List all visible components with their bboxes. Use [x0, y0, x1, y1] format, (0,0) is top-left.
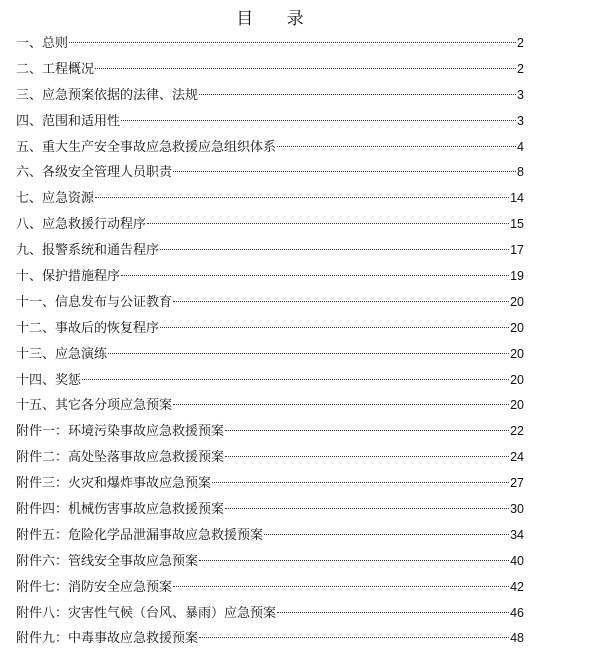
toc-entry[interactable] [16, 57, 524, 83]
toc-entry[interactable] [16, 575, 524, 601]
toc-entry-label: 六、各级安全管理人员职责 [16, 165, 173, 181]
toc-entry[interactable] [16, 135, 524, 161]
toc-entry[interactable] [16, 316, 524, 342]
toc-entry-page-number: 22 [510, 424, 524, 439]
toc-dot-leader [108, 353, 509, 354]
toc-entry-page-number: 8 [517, 165, 524, 180]
toc-entry-label: 十二、事故后的恢复程序 [16, 320, 160, 336]
toc-entry-page-number: 4 [517, 139, 524, 154]
toc-entry[interactable] [16, 523, 524, 549]
toc-dot-leader [277, 612, 509, 613]
toc-entry[interactable] [16, 160, 524, 186]
toc-dot-leader [212, 482, 509, 483]
toc-entry-label: 附件九：中毒事故应急救援预案 [16, 631, 199, 647]
toc-dot-leader [147, 223, 509, 224]
toc-dot-leader [173, 404, 509, 405]
toc-entry-page-number: 3 [517, 113, 524, 128]
toc-entry-page-number: 46 [510, 605, 524, 620]
toc-entry-page-number: 20 [510, 346, 524, 361]
toc-dot-leader [225, 508, 509, 509]
toc-entry-label: 附件六：管线安全事故应急预案 [16, 553, 199, 569]
toc-dot-leader [199, 637, 509, 638]
toc-entry-page-number: 27 [510, 476, 524, 491]
toc-dot-leader [95, 68, 516, 69]
toc-entry[interactable] [16, 601, 524, 627]
toc-entry-page-number: 20 [510, 398, 524, 413]
toc-entry-page-number: 20 [510, 372, 524, 387]
toc-dot-leader [264, 534, 509, 535]
toc-entry[interactable] [16, 445, 524, 471]
toc-dot-leader [225, 430, 509, 431]
toc-entry-page-number: 15 [510, 217, 524, 232]
toc-dot-leader [160, 249, 509, 250]
toc-entry-page-number: 20 [510, 320, 524, 335]
toc-entry[interactable] [16, 290, 524, 316]
toc-entry-page-number: 19 [510, 269, 524, 284]
toc-entry-label: 十、保护措施程序 [16, 269, 121, 285]
toc-entry-label: 附件七：消防安全应急预案 [16, 579, 173, 595]
toc-dot-leader [82, 379, 509, 380]
toc-title: 目 录 [236, 9, 318, 29]
toc-entry-label: 二、工程概况 [16, 61, 95, 77]
toc-dot-leader [225, 456, 509, 457]
toc-dot-leader [160, 327, 509, 328]
toc-entry[interactable] [16, 549, 524, 575]
toc-entry[interactable] [16, 109, 524, 135]
toc-entry[interactable] [16, 393, 524, 419]
toc-entry-label: 附件三：火灾和爆炸事故应急预案 [16, 476, 212, 492]
toc-entry[interactable] [16, 83, 524, 109]
toc-entry-label: 八、应急救援行动程序 [16, 217, 147, 233]
toc-entry-label: 五、重大生产安全事故应急救援应急组织体系 [16, 139, 277, 155]
toc-entry-page-number: 17 [510, 243, 524, 258]
toc-entry-label: 三、应急预案依据的法律、法规 [16, 87, 199, 103]
toc-entry-page-number: 14 [510, 191, 524, 206]
toc-dot-leader [277, 146, 516, 147]
toc-dot-leader [173, 301, 509, 302]
toc-entry[interactable] [16, 626, 524, 652]
toc-entry-label: 七、应急资源 [16, 191, 95, 207]
toc-entry-label: 十一、信息发布与公证教育 [16, 294, 173, 310]
toc-entry-label: 一、总则 [16, 36, 69, 51]
toc-entry-label: 附件一：环境污染事故应急救援预案 [16, 424, 225, 440]
toc-entry[interactable] [16, 471, 524, 497]
toc-entry-page-number: 2 [517, 36, 524, 50]
toc-entry-page-number: 2 [517, 61, 524, 76]
toc-entry-label: 九、报警系统和通告程序 [16, 243, 160, 259]
toc-dot-leader [173, 586, 509, 587]
toc-entry[interactable] [16, 238, 524, 264]
toc-entry-label: 十四、奖惩 [16, 372, 82, 388]
toc-entry-label: 十三、应急演练 [16, 346, 108, 362]
toc-entry[interactable] [16, 31, 524, 57]
toc-entry[interactable] [16, 264, 524, 290]
toc-entry-page-number: 30 [510, 502, 524, 517]
toc-entry-page-number: 40 [510, 553, 524, 568]
toc-dot-leader [199, 560, 509, 561]
toc-entry[interactable] [16, 419, 524, 445]
toc-entry-page-number: 24 [510, 450, 524, 465]
toc-entry-page-number: 20 [510, 294, 524, 309]
toc-entry[interactable] [16, 497, 524, 523]
toc-entry[interactable] [16, 368, 524, 394]
toc-dot-leader [199, 94, 516, 95]
toc-entry-label: 四、范围和适用性 [16, 113, 121, 129]
toc-entry-label: 附件八：灾害性气候（台风、暴雨）应急预案 [16, 605, 277, 621]
toc-dot-leader [95, 197, 509, 198]
toc-entry-page-number: 48 [510, 631, 524, 646]
toc-dot-leader [121, 275, 509, 276]
toc-dot-leader [69, 42, 516, 43]
toc-entry-label: 附件四：机械伤害事故应急救援预案 [16, 502, 225, 518]
toc-entry-label: 附件五：危险化学品泄漏事故应急救援预案 [16, 527, 264, 543]
toc-entry-page-number: 3 [517, 87, 524, 102]
toc-entry-label: 十五、其它各分项应急预案 [16, 398, 173, 414]
toc-entry[interactable] [16, 186, 524, 212]
toc-entry-page-number: 42 [510, 579, 524, 594]
toc-entry-page-number: 34 [510, 527, 524, 542]
toc-entry[interactable] [16, 342, 524, 368]
toc-entry[interactable] [16, 212, 524, 238]
toc-entry-label: 附件二：高处坠落事故应急救援预案 [16, 450, 225, 466]
toc-dot-leader [173, 171, 516, 172]
toc-list [16, 31, 524, 652]
toc-dot-leader [121, 120, 516, 121]
